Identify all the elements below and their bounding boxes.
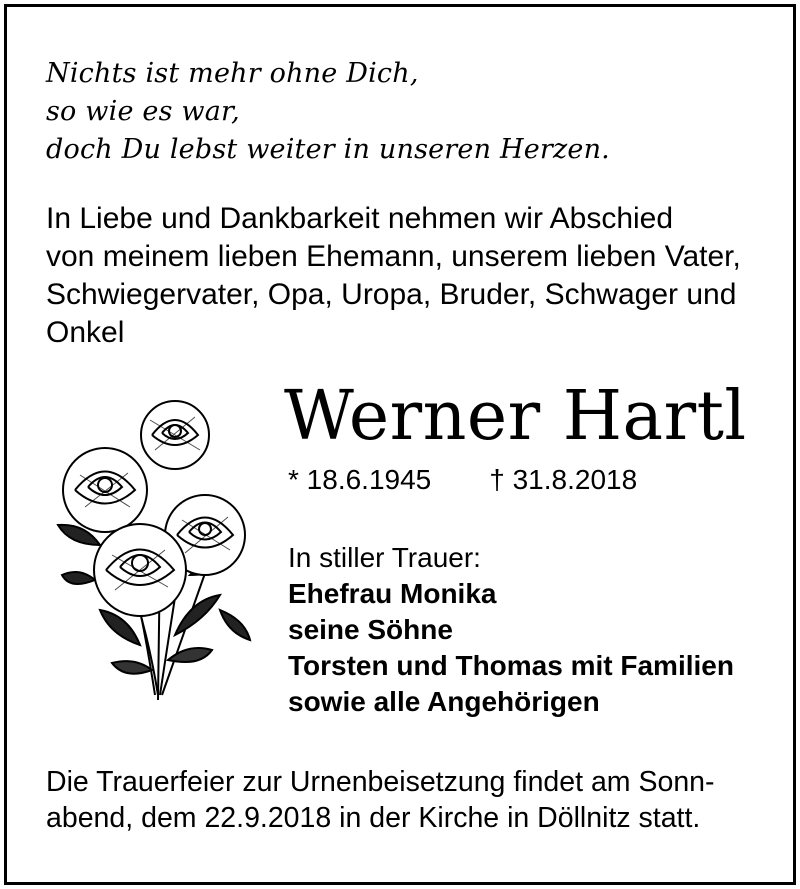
mourner-line: sowie alle Angehörigen (288, 686, 600, 717)
funeral-line: Die Trauerfeier zur Urnenbeisetzung findet am Sonn- (46, 766, 715, 798)
mourner-line: seine Söhne (288, 614, 453, 645)
birth-date: * 18.6.1945 (288, 464, 432, 495)
deceased-name: Werner Hartl (284, 377, 747, 456)
intro-line: Onkel (46, 316, 125, 349)
funeral-line: abend, dem 22.9.2018 in der Kirche in Döllnitz statt. (46, 802, 701, 834)
funeral-info (46, 764, 766, 836)
life-dates (288, 462, 637, 498)
poem-line: so wie es war, (46, 96, 240, 127)
mourner-line: Torsten und Thomas mit Familien (288, 650, 734, 681)
poem-line: doch Du lebst weiter in unseren Herzen. (46, 134, 610, 165)
mourners-heading: In stiller Trauer: (288, 542, 481, 573)
death-date: † 31.8.2018 (489, 464, 638, 495)
poem-line: Nichts ist mehr ohne Dich, (46, 58, 419, 89)
mourner-line: Ehefrau Monika (288, 578, 497, 609)
mourners-block (288, 540, 734, 720)
roses-bouquet-icon (40, 395, 255, 715)
intro-line: Schwiegervater, Opa, Uropa, Bruder, Schwager und (46, 278, 737, 311)
poem (46, 55, 610, 169)
intro-line: In Liebe und Dankbarkeit nehmen wir Abschied (46, 202, 674, 235)
intro-text (46, 200, 746, 352)
intro-line: von meinem lieben Ehemann, unserem lieben Vater, (46, 240, 741, 273)
